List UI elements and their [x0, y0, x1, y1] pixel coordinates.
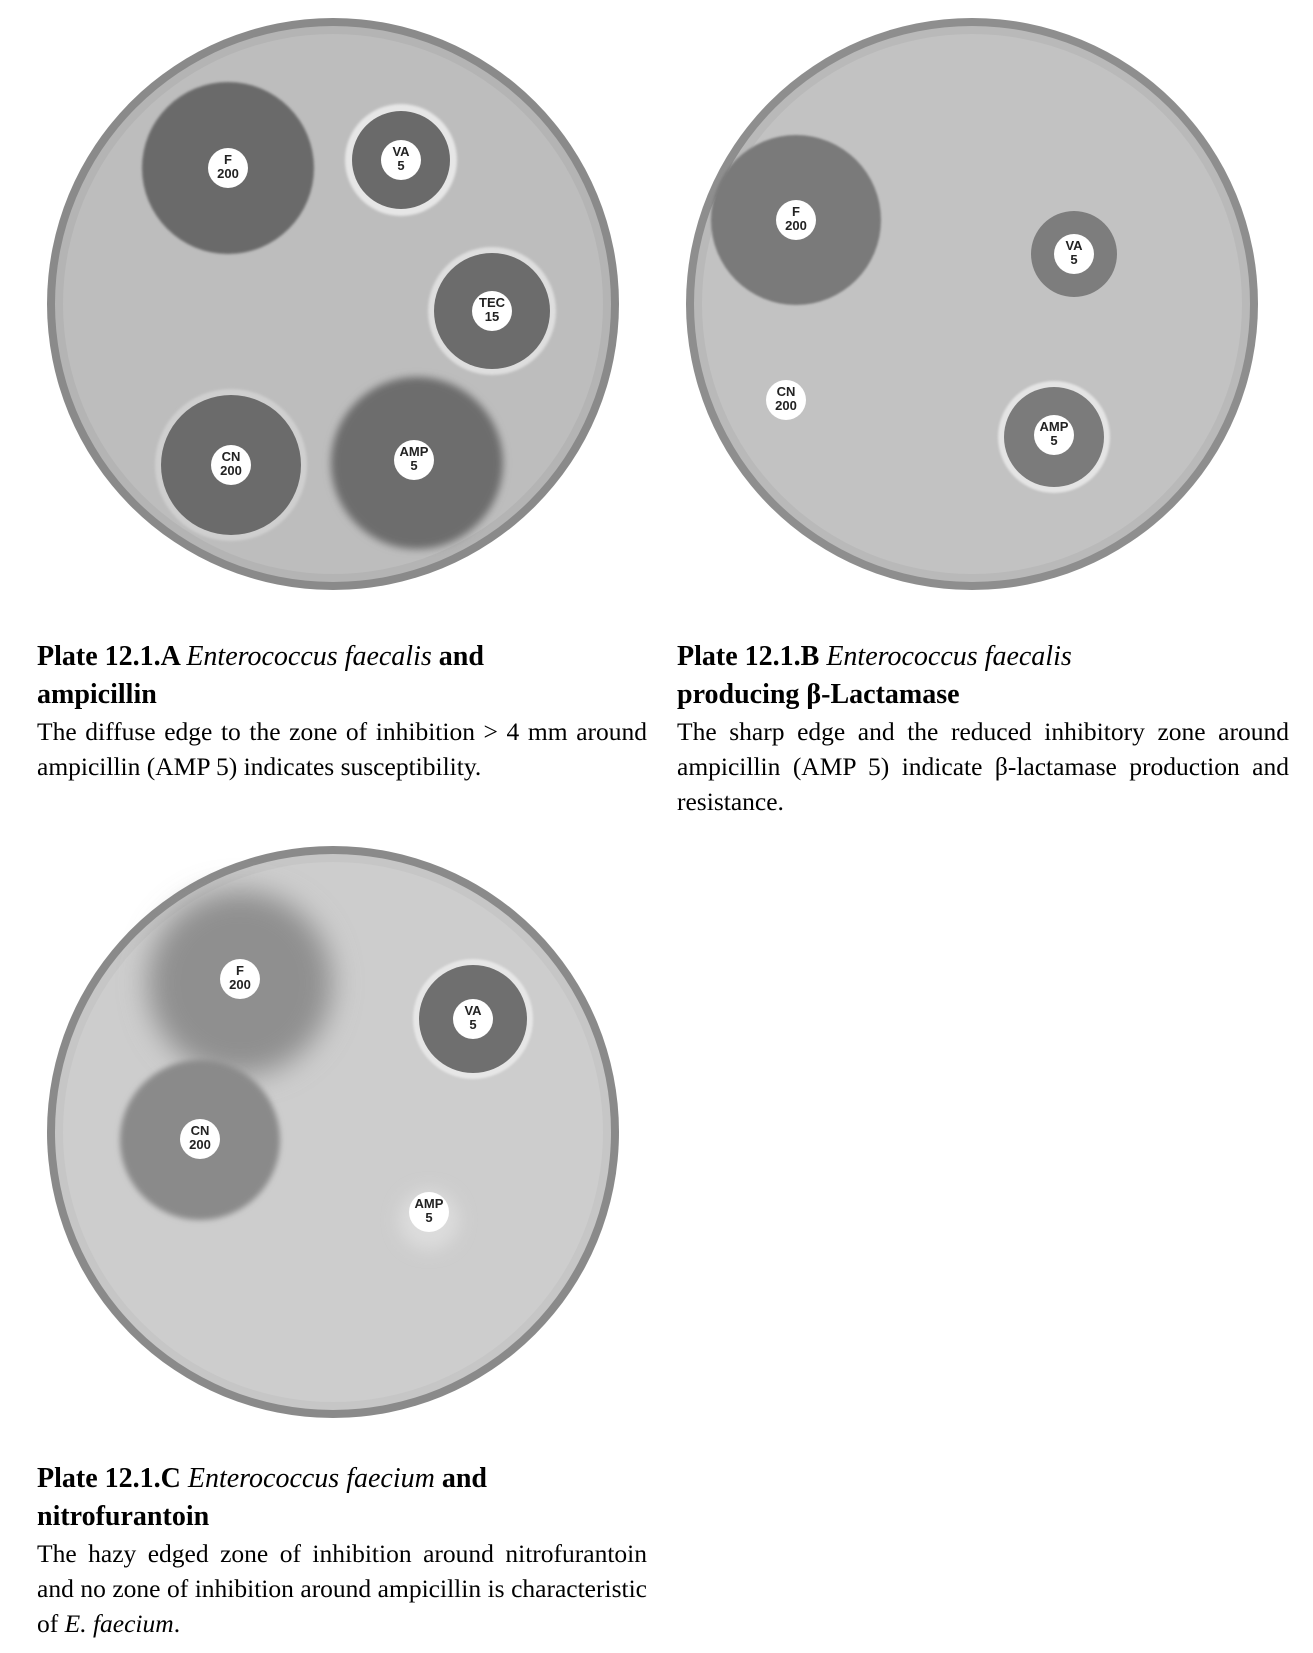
- title-text: and: [441, 1463, 487, 1494]
- svg-text:200: 200: [785, 218, 807, 233]
- organism-name: Enterococcus faecalis: [186, 641, 432, 672]
- title-text: and: [438, 641, 484, 672]
- caption-plate-b: [677, 638, 1289, 819]
- caption-body: The diffuse edge to the zone of inhibition > 4 mm around ampicillin (AMP 5) indicates susceptibility.: [37, 717, 647, 781]
- svg-text:VA: VA: [392, 144, 410, 159]
- svg-text:200: 200: [229, 977, 251, 992]
- organism-name: Enterococcus faecalis: [826, 641, 1072, 672]
- disc: [220, 959, 260, 999]
- svg-text:5: 5: [469, 1017, 477, 1032]
- disc: [208, 148, 248, 188]
- plate-label: Plate 12.1.A: [37, 641, 180, 672]
- disc: [766, 380, 806, 420]
- petri-dish-plate-c: [44, 842, 624, 1422]
- svg-text:AMP: AMP: [1039, 419, 1069, 434]
- caption-plate-c: [37, 1460, 647, 1641]
- svg-text:F: F: [236, 963, 244, 978]
- svg-text:200: 200: [189, 1137, 211, 1152]
- plate-b-agar: [686, 18, 1258, 590]
- svg-text:VA: VA: [464, 1003, 482, 1018]
- svg-text:5: 5: [410, 458, 418, 473]
- caption-body-end: .: [173, 1609, 181, 1638]
- disc: [1054, 234, 1094, 274]
- svg-text:CN: CN: [221, 449, 241, 464]
- svg-text:AMP: AMP: [414, 1196, 444, 1211]
- svg-text:5: 5: [1070, 252, 1078, 267]
- svg-text:CN: CN: [776, 384, 796, 399]
- svg-text:5: 5: [425, 1210, 433, 1225]
- disc: [211, 445, 251, 485]
- plate-label: Plate 12.1.B: [677, 641, 820, 672]
- svg-text:200: 200: [775, 398, 797, 413]
- caption-body-text: The hazy edged zone of inhibition around nitrofurantoin and no zone of inhibition around ampicillin is characteristic of: [37, 1539, 647, 1638]
- disc: [394, 440, 434, 480]
- svg-text:200: 200: [217, 166, 239, 181]
- disc: [180, 1119, 220, 1159]
- disc: [1034, 415, 1074, 455]
- svg-text:5: 5: [397, 158, 405, 173]
- caption-title: [37, 1460, 647, 1536]
- svg-text:F: F: [224, 152, 232, 167]
- title-text: producing β-Lactamase: [677, 679, 960, 710]
- organism-abbrev: E. faecium: [64, 1609, 174, 1638]
- petri-dish-plate-b: [683, 14, 1263, 594]
- svg-text:CN: CN: [190, 1123, 210, 1138]
- organism-name: Enterococcus faecium: [187, 1463, 435, 1494]
- title-text: nitrofurantoin: [37, 1501, 210, 1532]
- disc: [472, 291, 512, 331]
- caption-body: [37, 1536, 647, 1641]
- svg-text:VA: VA: [1065, 238, 1083, 253]
- caption-title: [677, 638, 1289, 714]
- petri-dish-plate-a: [44, 14, 624, 594]
- caption-title: [37, 638, 647, 714]
- plate-label: Plate 12.1.C: [37, 1463, 181, 1494]
- svg-text:AMP: AMP: [399, 444, 429, 459]
- svg-text:5: 5: [1050, 433, 1058, 448]
- svg-text:F: F: [792, 204, 800, 219]
- disc: [453, 999, 493, 1039]
- svg-text:200: 200: [220, 463, 242, 478]
- title-text: ampicillin: [37, 679, 157, 710]
- caption-plate-a: [37, 638, 647, 784]
- disc: [776, 200, 816, 240]
- disc: [409, 1192, 449, 1232]
- caption-body: The sharp edge and the reduced inhibitory zone around ampicillin (AMP 5) indicate β-lactamase production and resistance.: [677, 717, 1289, 816]
- disc: [381, 140, 421, 180]
- svg-text:15: 15: [484, 309, 500, 324]
- svg-text:TEC: TEC: [479, 295, 505, 310]
